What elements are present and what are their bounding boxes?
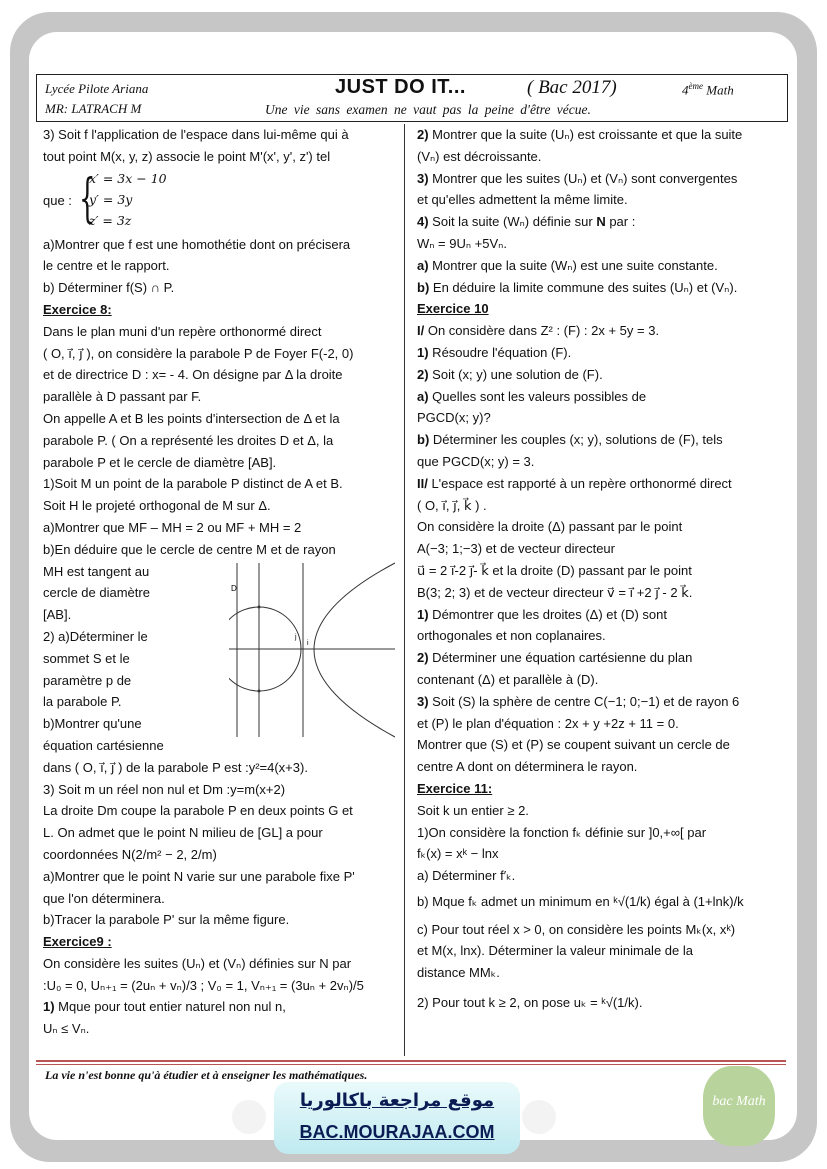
text-line: 3) Soit m un réel non nul et Dm :y=m(x+2) [43, 781, 286, 797]
parabola-figure [229, 561, 395, 739]
site-badge[interactable] [274, 1082, 520, 1154]
site-logo-icon [522, 1100, 556, 1134]
exam-year: ( Bac 2017) [527, 77, 617, 98]
document-header [36, 74, 788, 122]
text-line: et de directrice D : x= - 4. On désigne par Δ la droite [43, 367, 343, 383]
text-line: PGCD(x; y)? [417, 410, 491, 426]
text-line: a)Montrer que le point N varie sur une parabole fixe P' [43, 868, 355, 884]
brace-symbol: { [79, 168, 96, 229]
text-line: c) Pour tout réel x > 0, on considère les points Mₖ(x, xᵏ) [417, 921, 736, 937]
column-divider [404, 124, 405, 1056]
text-line: b) Mque fₖ admet un minimum en ᵏ√(1/k) égal à (1+lnk)/k [417, 893, 744, 909]
text-line: B(3; 2; 3) et de vecteur directeur v⃗ = i⃗ +2 j⃗ - 2 k⃗. [417, 584, 693, 600]
text-line: L. On admet que le point N milieu de [GL] a pour [43, 825, 323, 841]
text-line: La droite Dm coupe la parabole P en deux points G et [43, 803, 353, 819]
text-line: coordonnées N(2/m² − 2, 2/m) [43, 846, 217, 862]
text-line: parabole P et le cercle de diamètre [AB]. [43, 454, 277, 470]
text-line: centre A dont on déterminera le rayon. [417, 759, 638, 775]
text-line: a) Déterminer f′ₖ. [417, 868, 516, 884]
text-line: et qu'elles admettent la même limite. [417, 192, 628, 208]
text-line: 1) Démontrer que les droites (Δ) et (D) sont [417, 606, 667, 622]
text-line: sommet S et le [43, 650, 130, 666]
text-line: MH est tangent au [43, 563, 150, 579]
text-line: u⃗ = 2 i⃗-2 j⃗- k⃗ et la droite (D) passant par le point [417, 562, 692, 578]
text-line: A(−3; 1;−3) et de vecteur directeur [417, 541, 615, 557]
site-name-arabic[interactable]: موقع مراجعة باكالوريا [299, 1090, 495, 1111]
text-line: distance MMₖ. [417, 965, 500, 981]
text-line: 2) Soit (x; y) une solution de (F). [417, 366, 603, 382]
text-line: b) En déduire la limite commune des suites (Uₙ) et (Vₙ). [417, 279, 738, 295]
text-line: b)En déduire que le cercle de centre M et de rayon [43, 541, 336, 557]
equation-system [43, 168, 395, 234]
site-logo-icon [232, 1100, 266, 1134]
text-line: Wₙ = 9Uₙ +5Vₙ. [417, 235, 507, 251]
text-line: b)Tracer la parabole P' sur la même figure. [43, 912, 290, 928]
text-line: II/ L'espace est rapporté à un repère orthonormé direct [417, 475, 732, 491]
footer-quote: La vie n'est bonne qu'à étudier et à enseigner les mathématiques. [45, 1068, 368, 1082]
text-line: 2) Déterminer une équation cartésienne du plan [417, 650, 693, 666]
text-line: b) Déterminer les couples (x; y), solutions de (F), tels [417, 432, 723, 448]
text-line: 3) Soit (S) la sphère de centre C(−1; 0;−1) et de rayon 6 [417, 693, 740, 709]
exercise-heading: Exercice9 : [43, 934, 112, 950]
text-line: (Vₙ) est décroissante. [417, 148, 542, 164]
text-line: fₖ(x) = xᵏ − lnx [417, 846, 499, 862]
label-D: D [231, 583, 237, 593]
text-line: que PGCD(x; y) = 3. [417, 453, 535, 469]
text-line: que l'on déterminera. [43, 890, 165, 906]
exercise-heading: Exercice 10 [417, 301, 489, 317]
text-line: cercle de diamètre [43, 585, 150, 601]
text-line: :U₀ = 0, Uₙ₊₁ = (2uₙ + vₙ)/3 ; V₀ = 1, Vₙ₊₁ = (3uₙ + 2vₙ)/5 [43, 977, 364, 993]
text-line: que : [43, 192, 72, 208]
text-line: 2) Montrer que la suite (Uₙ) est croissante et que la suite [417, 127, 743, 142]
text-line: b) Déterminer f(S) ∩ P. [43, 280, 175, 296]
equation: x′ = 3x − 10 [89, 170, 167, 186]
text-line: tout point M(x, y, z) associe le point M'(x', y', z') tel [43, 148, 331, 164]
bac-math-logo: bac Math [703, 1066, 775, 1146]
text-line: équation cartésienne [43, 737, 164, 753]
exercise-heading: Exercice 11: [417, 780, 493, 796]
text-line: Uₙ ≤ Vₙ. [43, 1021, 90, 1037]
text-line: et M(x, lnx). Déterminer la valeur minimale de la [417, 943, 693, 959]
text-line: Dans le plan muni d'un repère orthonormé direct [43, 323, 322, 339]
document-title: JUST DO IT... [335, 76, 466, 98]
label-i: i [307, 639, 309, 647]
text-line: Montrer que (S) et (P) se coupent suivant un cercle de [417, 737, 730, 753]
class-label: 4ème Math [682, 81, 734, 98]
site-url-link[interactable]: BAC.MOURAJAA.COM [299, 1122, 495, 1142]
text-line: 1)Soit M un point de la parabole P distinct de A et B. [43, 476, 343, 492]
exercise-heading: Exercice 8: [43, 301, 112, 317]
text-line: a)Montrer que f est une homothétie dont on précisera [43, 236, 351, 252]
text-line: dans ( O, i⃗, j⃗ ) de la parabole P est :y²=4(x+3). [43, 759, 308, 775]
text-line: 1) Résoudre l'équation (F). [417, 344, 572, 360]
text-line: 1) Mque pour tout entier naturel non nul n, [43, 999, 286, 1015]
text-line: Soit k un entier ≥ 2. [417, 802, 529, 818]
equation: y′ = 3y [89, 191, 133, 207]
text-line: On appelle A et B les points d'intersection de Δ et la [43, 410, 340, 426]
text-line: et (P) le plan d'équation : 2x + y +2z + 11 = 0. [417, 715, 679, 731]
text-line: a) Quelles sont les valeurs possibles de [417, 388, 647, 404]
text-line: b)Montrer qu'une [43, 716, 142, 732]
text-line: 2) Pour tout k ≥ 2, on pose uₖ = ᵏ√(1/k). [417, 995, 643, 1011]
text-line: parallèle à D passant par F. [43, 389, 202, 405]
author-name: MR: LATRACH M [45, 101, 142, 116]
text-line: a)Montrer que MF – MH = 2 ou MF + MH = 2 [43, 519, 302, 535]
text-line: ( O, i⃗, j⃗, k⃗ ) . [417, 497, 487, 513]
text-line: 2) a)Déterminer le [43, 628, 148, 644]
text-line: I/ On considère dans Z² : (F) : 2x + 5y = 3. [417, 323, 660, 339]
footer-rule [36, 1060, 786, 1062]
text-line: contenant (Δ) et parallèle à (D). [417, 671, 599, 687]
footer-rule [36, 1064, 786, 1065]
text-line: orthogonales et non coplanaires. [417, 628, 606, 644]
equation: z′ = 3z [89, 212, 132, 228]
left-column [43, 124, 395, 1040]
text-line: la parabole P. [43, 694, 122, 710]
text-line: le centre et le rapport. [43, 258, 170, 274]
school-name: Lycée Pilote Ariana [45, 81, 149, 96]
text-line: paramètre p de [43, 672, 132, 688]
text-line: 3) Soit f l'application de l'espace dans lui-même qui à [43, 127, 349, 142]
text-line: 3) Montrer que les suites (Uₙ) et (Vₙ) sont convergentes [417, 170, 738, 186]
motto: Une vie sans examen ne vaut pas la peine d'être vécue. [265, 102, 591, 117]
text-line: 4) Soit la suite (Wₙ) définie sur N par : [417, 214, 636, 230]
right-column [417, 124, 789, 1014]
text-line: ( O, i⃗, j⃗ ), on considère la parabole P de Foyer F(-2, 0) [43, 345, 354, 361]
text-line: [AB]. [43, 607, 72, 623]
text-line: Soit H le projeté orthogonal de M sur Δ. [43, 498, 271, 514]
text-line: a) Montrer que la suite (Wₙ) est une suite constante. [417, 257, 718, 273]
text-line: 1)On considère la fonction fₖ définie sur ]0,+∞[ par [417, 824, 707, 840]
text-line: On considère la droite (Δ) passant par le point [417, 519, 683, 535]
text-line: On considère les suites (Uₙ) et (Vₙ) définies sur N par [43, 955, 352, 971]
figure-block [43, 561, 395, 757]
label-j: j [295, 633, 297, 641]
text-line: parabole P. ( On a représenté les droites D et Δ, la [43, 432, 334, 448]
